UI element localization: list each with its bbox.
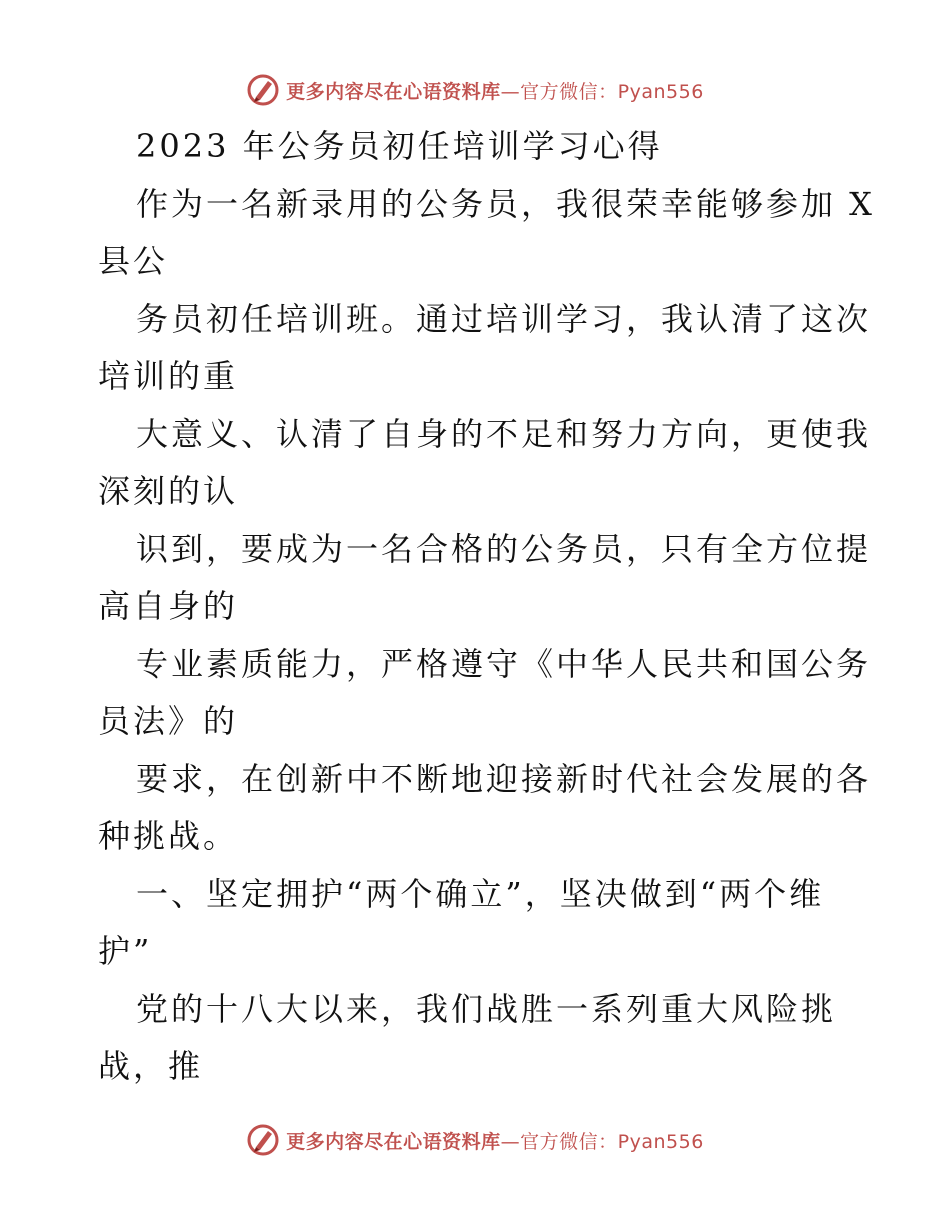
text-line: 深刻的认	[98, 472, 239, 510]
text-line: 要求，在创新中不断地迎接新时代社会发展的各	[136, 759, 872, 798]
pen-logo-icon	[246, 73, 280, 107]
text-line: 专业素质能力，严格遵守《中华人民共和国公务	[136, 644, 872, 683]
text-line: 务员初任培训班。通过培训学习，我认清了这次	[136, 299, 872, 338]
text-line: 高自身的	[98, 587, 239, 625]
watermark-banner-top	[0, 70, 950, 110]
text-line: 战，推	[98, 1047, 204, 1085]
document-title: 2023 年公务员初任培训学习心得	[136, 127, 663, 165]
text-line: 护”	[98, 932, 153, 970]
text-line: 种挑战。	[98, 817, 239, 855]
text-line: 作为一名新录用的公务员，我很荣幸能够参加 X	[136, 184, 875, 223]
watermark-text: 更多内容尽在心语资料库—官方微信：Pyan556	[286, 1130, 704, 1153]
pen-logo-icon	[246, 1123, 280, 1157]
text-line: 大意义、认清了自身的不足和努力方向，更使我	[136, 414, 872, 453]
text-line: 县公	[98, 242, 169, 280]
document-body	[98, 118, 875, 1096]
text-line: 员法》的	[98, 702, 239, 740]
text-line: 培训的重	[98, 357, 239, 395]
section-heading: 一、坚定拥护“两个确立”，坚决做到“两个维	[136, 874, 825, 913]
watermark-text: 更多内容尽在心语资料库—官方微信：Pyan556	[286, 80, 704, 103]
watermark-banner-bottom	[0, 1120, 950, 1160]
text-line: 党的十八大以来，我们战胜一系列重大风险挑	[136, 989, 837, 1028]
text-line: 识到，要成为一名合格的公务员，只有全方位提	[136, 529, 872, 568]
